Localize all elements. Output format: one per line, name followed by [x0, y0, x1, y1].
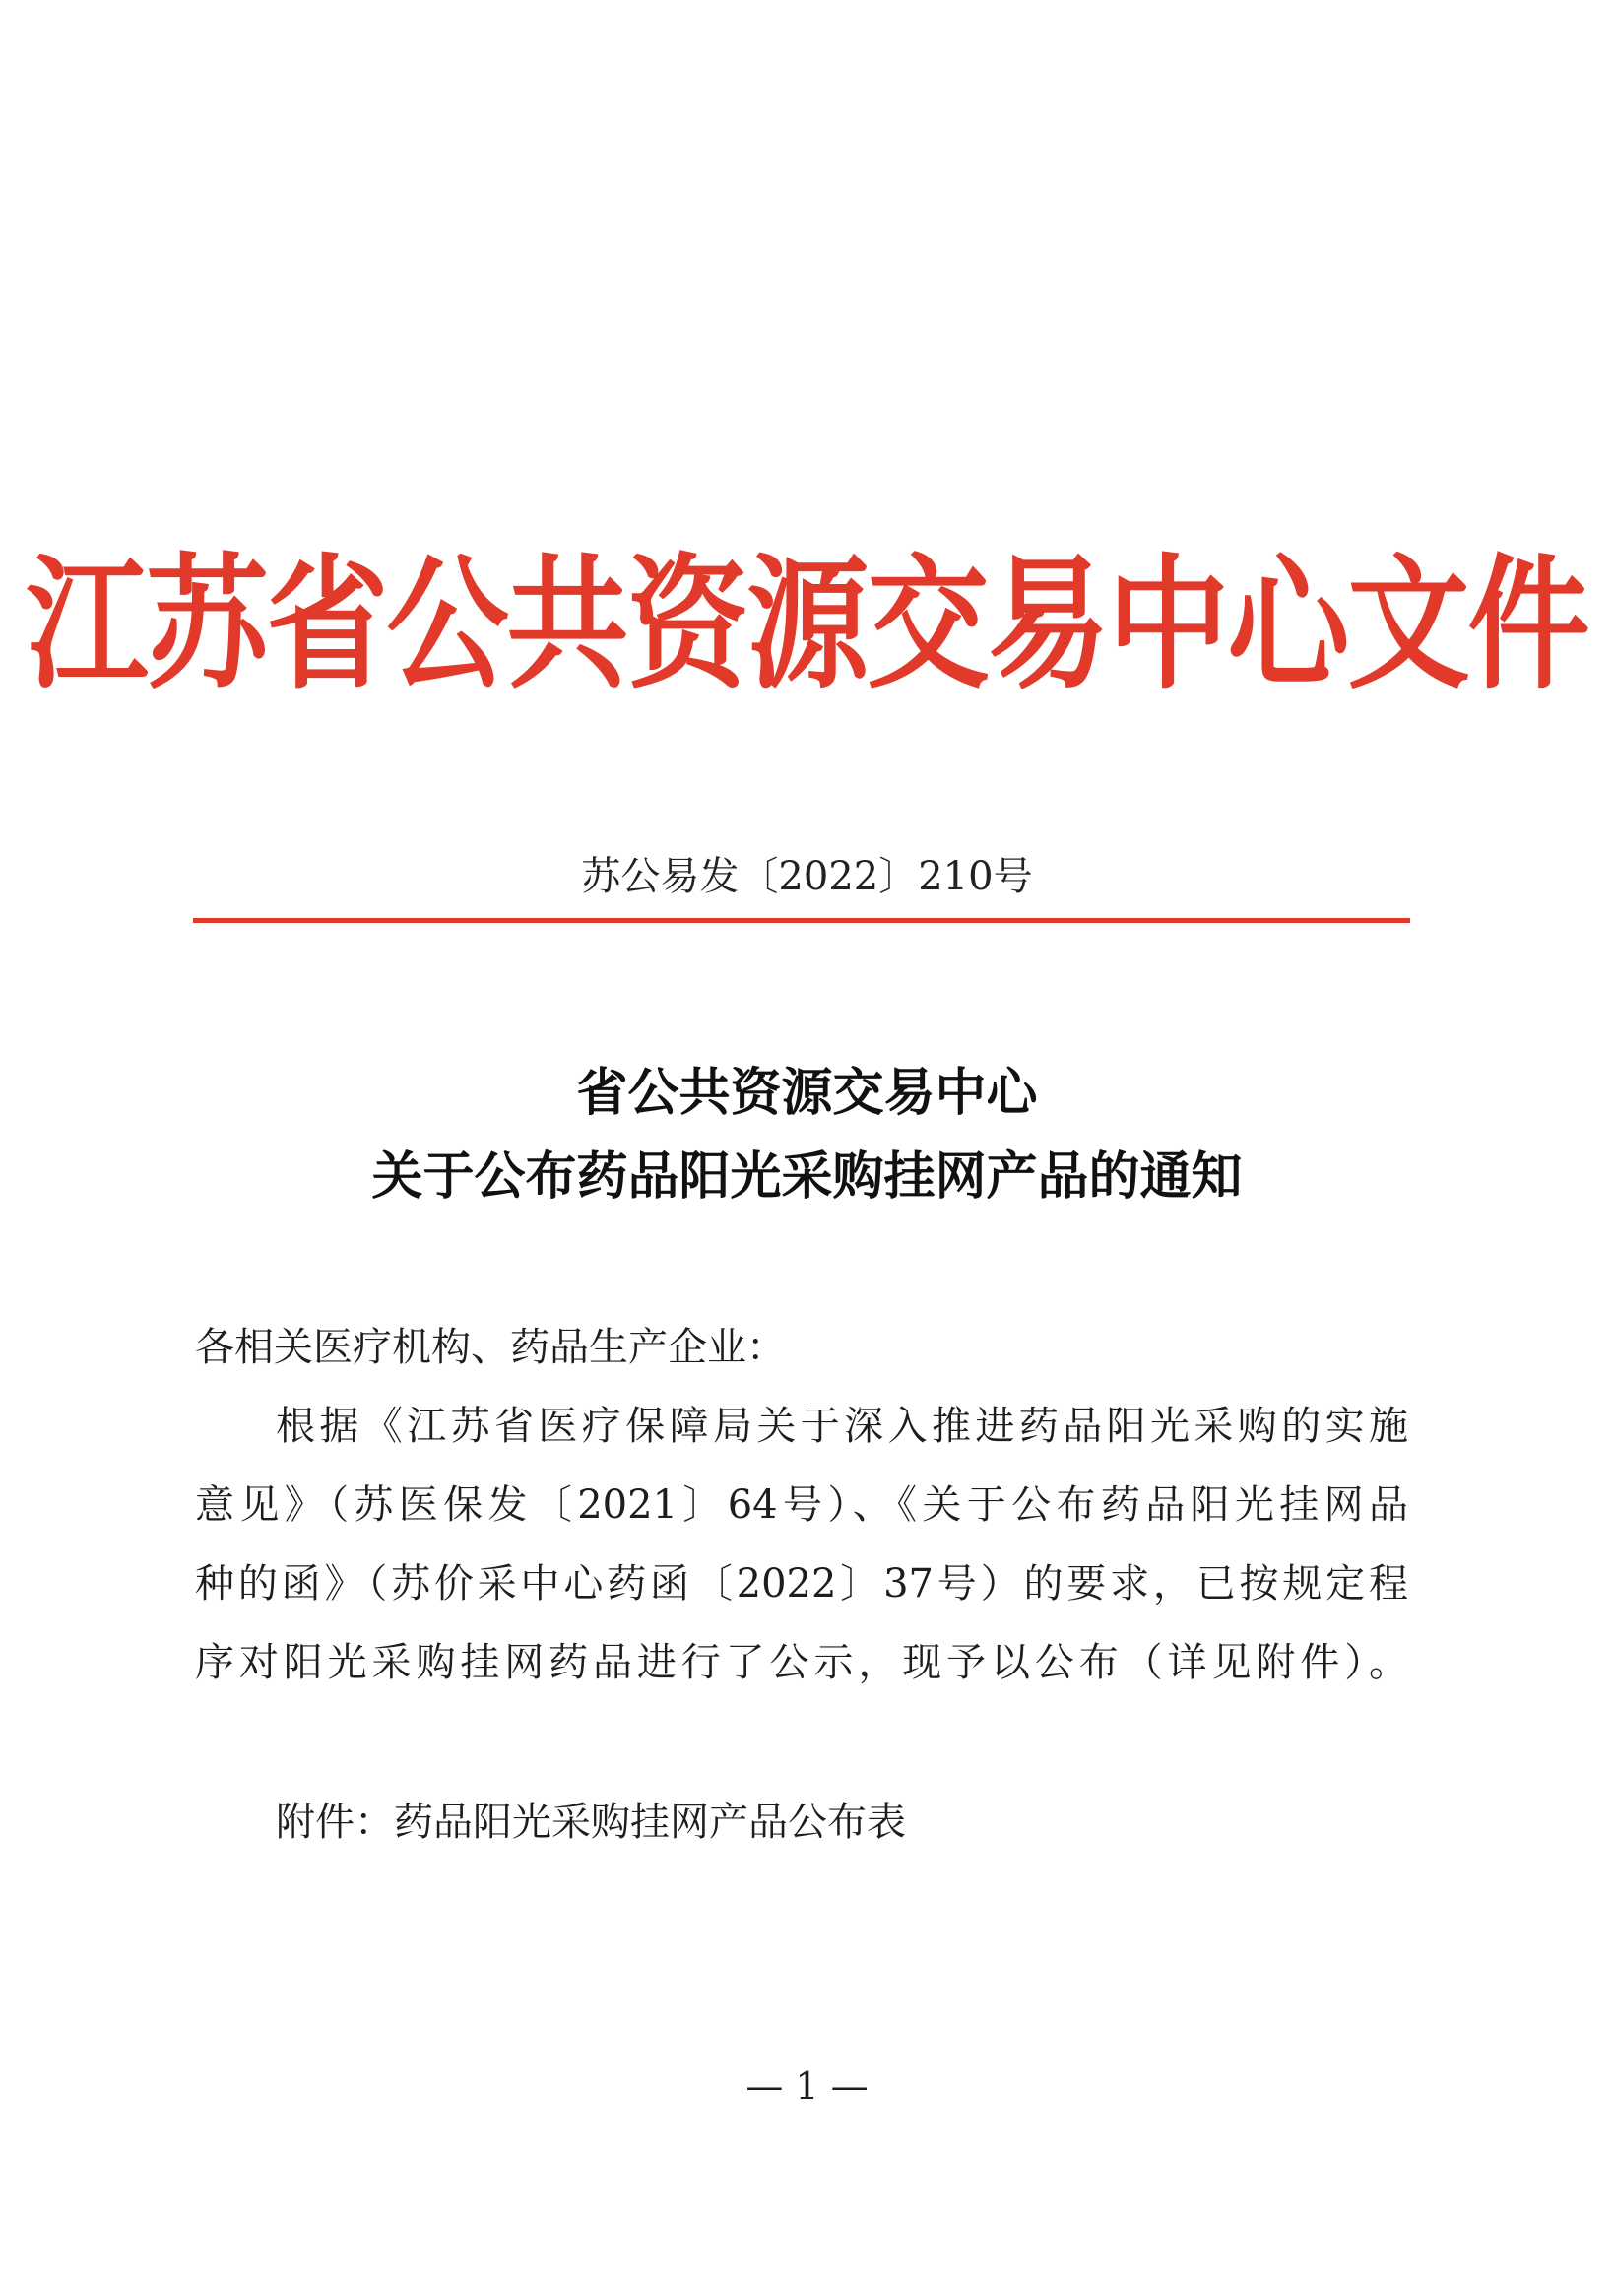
body-paragraph-line: 序对阳光采购挂网药品进行了公示，现予以公布（详见附件）。 — [195, 1640, 1408, 1685]
page-number: — 1 — — [745, 2065, 869, 2108]
notice-title-line1: 省公共资源交易中心 — [576, 1063, 1038, 1123]
body-paragraph-line: 意见》（苏医保发〔2021〕64号）、《关于公布药品阳光挂网品 — [195, 1482, 1408, 1528]
notice-title-line2: 关于公布药品阳光采购挂网产品的通知 — [371, 1147, 1243, 1207]
masthead-title: 江苏省公共资源交易中心文件 — [26, 542, 1588, 709]
body-paragraph-line: 根据《江苏省医疗保障局关于深入推进药品阳光采购的实施 — [276, 1404, 1408, 1449]
salutation: 各相关医疗机构、药品生产企业： — [195, 1325, 786, 1370]
document-number: 苏公易发〔2022〕210号 — [581, 854, 1033, 899]
red-divider-line — [193, 918, 1410, 923]
body-paragraph-line: 种的函》（苏价采中心药函〔2022〕37号）的要求，已按规定程 — [195, 1561, 1408, 1607]
attachment-line: 附件：药品阳光采购挂网产品公布表 — [276, 1800, 906, 1845]
